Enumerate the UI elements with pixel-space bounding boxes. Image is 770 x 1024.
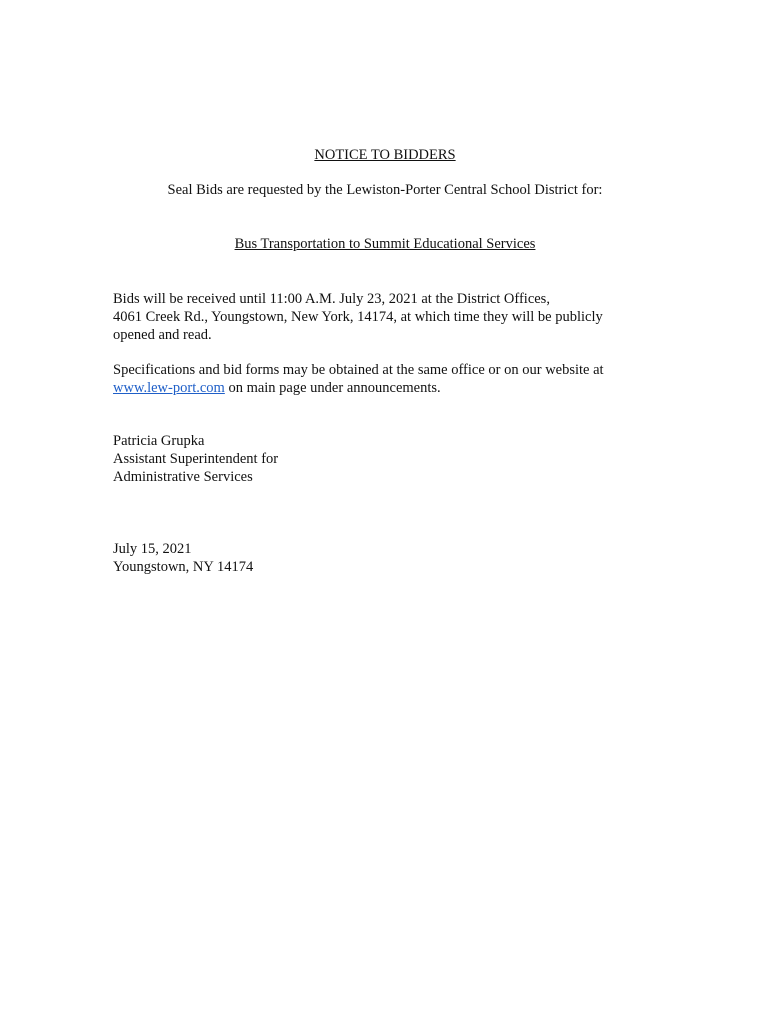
- notice-location: Youngstown, NY 14174: [113, 559, 254, 575]
- specs-line-2-rest: on main page under announcements.: [224, 380, 441, 396]
- receipt-line-2: 4061 Creek Rd., Youngstown, New York, 14174, at which time they will be publicly: [113, 309, 603, 325]
- receipt-paragraph: [113, 290, 653, 344]
- intro-text: Seal Bids are requested by the Lewiston-Porter Central School District for:: [167, 182, 603, 198]
- date-location-block: [113, 540, 653, 576]
- specs-paragraph: [113, 361, 653, 397]
- notice-date: July 15, 2021: [113, 541, 192, 557]
- receipt-line-1: Bids will be received until 11:00 A.M. July 23, 2021 at the District Offices,: [113, 291, 550, 307]
- specs-line-2: [113, 379, 653, 397]
- signer-title-line-1: Assistant Superintendent for: [113, 451, 279, 467]
- signature-block: [113, 432, 653, 486]
- signer-title-line-2: Administrative Services: [113, 469, 253, 485]
- signer-name: Patricia Grupka: [113, 433, 205, 449]
- website-link[interactable]: www.lew-port.com: [113, 380, 225, 396]
- notice-title: NOTICE TO BIDDERS: [314, 147, 456, 163]
- specs-line-1: Specifications and bid forms may be obtained at the same office or on our website at: [113, 362, 604, 378]
- bid-subject: Bus Transportation to Summit Educational Services: [234, 236, 536, 252]
- receipt-line-3: opened and read.: [113, 327, 212, 343]
